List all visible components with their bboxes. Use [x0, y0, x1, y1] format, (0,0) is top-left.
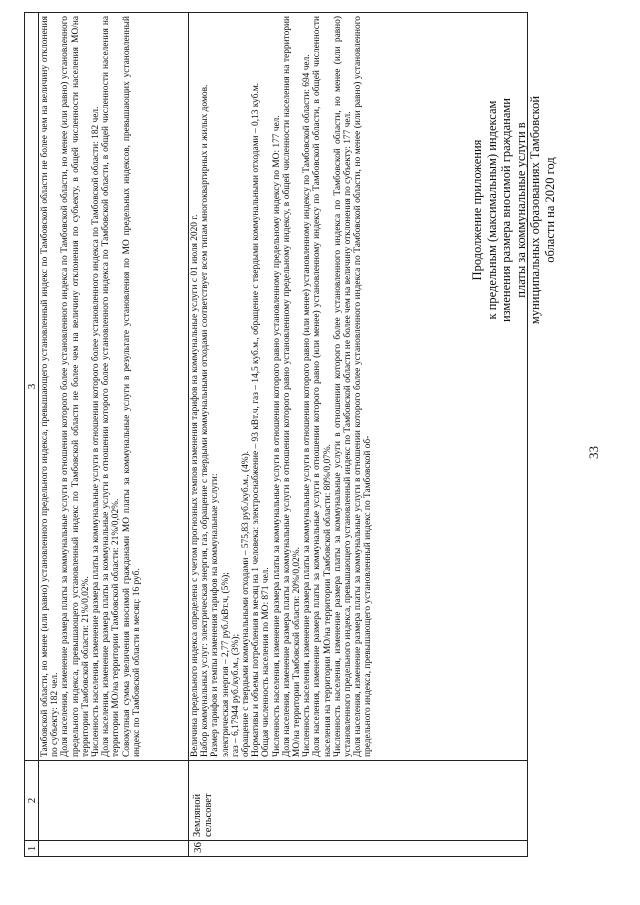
text-line: электрическая энергия – 2,77 руб./кВт.ч, (5%); [220, 572, 231, 757]
table-row-continued [39, 13, 189, 857]
heading-line: области на 2020 год [542, 157, 557, 263]
text-line: Тамбовской области, но менее (или равно) установленного предельного индекса, превышающего установленный индекс по Тамбовской области не более чем на величину отклонения по субъекту: 182 чел. [40, 16, 61, 757]
heading-line: изменения размера вносимой гражданами [499, 98, 513, 323]
text-line: обращение с твердыми коммунальными отходами – 575,83 руб./куб.м., (4%). [241, 450, 252, 757]
header-cell-2: 2 [25, 761, 39, 841]
text-line: Нормативы и объемы потребления в месяц на 1 человека: электроснабжение – 93 кВт.ч, газ – 14,5 куб.м., обращение с твердыми коммунальными отходами – 0,13 куб.м. [251, 82, 262, 757]
text-line: Размер тарифов и темпы изменения тарифов на коммунальные услуги: [210, 473, 221, 757]
table-row-36 [189, 13, 528, 857]
text-line: Численность населения, изменение размера платы за коммунальные услуги в отношении которого более установленного индекса по Тамбовской области, но менее (или равно) установленного предельного индекса, превышающего установленный индекс по Тамбовской области не более чем на величину отклонения по субъекту: 177 чел. [332, 16, 354, 757]
heading-line: Продолжение приложения [470, 139, 484, 281]
text-line: Доля населения, изменение размера платы за коммунальные услуги в отношении которого более установленного индекса по Тамбовской области, но менее (или равно) установленного предельного индекса, превышающего установленный индекс по Тамбовской об- [353, 16, 374, 757]
text-line: Численность населения, изменение размера платы за коммунальные услуги в отношении которого равно (или менее) установленному индексу по Тамбовской области: 694 чел. [302, 54, 313, 757]
continued-text-cell [39, 13, 189, 761]
text-line: Доля населения, изменение размера платы за коммунальные услуги в отношении которого равно (или менее) установленному индексу по Тамбовской области, в общей численности населения на территории МО/на территории Тамбовской области: 80%/0,07%. [312, 16, 333, 757]
text-line: Доля населения, изменение размера платы за коммунальные услуги в отношении которого более установленного индекса по Тамбовской области, в общей численности населения на территории МО/на территории Тамбовской области: 21%/0,02%. [101, 16, 122, 757]
table-header-row [25, 13, 39, 857]
row-text-cell [189, 13, 528, 761]
continued-name-cell [39, 761, 189, 841]
row-number: 36 [189, 841, 528, 857]
text-line: Численность населения, изменение размера платы за коммунальные услуги в отношении которого равно установленному предельному индексу по МО: 177 чел. [271, 115, 282, 757]
header-cell-1: 1 [25, 841, 39, 857]
text-line: Набор коммунальных услуг: электрическая энергия, газ, обращение с твердыми коммунальными отходами соответствует всем типам многоквартирных и жилых домов. [200, 84, 211, 757]
text-line: газ – 6,17944 руб./куб.м., (3%); [230, 633, 241, 757]
text-line: Доля населения, изменение размера платы за коммунальные услуги в отношении которого более установленного индекса по Тамбовской области, но менее (или равно) установленного предельного индекса, превышающего установленный индекс по Тамбовской области не более чем на величину отклонения по субъекту, в общей численности населения МО/на территории Тамбовской области: 21%/0,02%. [60, 16, 91, 757]
heading-line: муниципальных образованиях Тамбовской [528, 95, 542, 325]
heading-line: к предельным (максимальным) индексам [484, 100, 499, 320]
header-cell-3: 3 [25, 13, 39, 761]
municipality-name: Земляной сельсовет [189, 761, 528, 841]
indices-table [24, 12, 528, 857]
text-line: Общая численность населения по МО: 871 чел. [261, 567, 272, 757]
page-number: 33 [586, 446, 601, 459]
text-line: Численность населения, изменение размера платы за коммунальные услуги в отношении которого более установленного индекса по Тамбовской области: 182 чел. [91, 106, 102, 757]
continued-num-cell [39, 841, 189, 857]
text-line: Совокупная сумма увеличения вносимой гражданами МО платы за коммунальные услуги в результате установления по МО предельных индексов, превышающих установленный индекс по Тамбовской области в месяц: 16 руб. [121, 16, 142, 757]
text-line: Доля населения, изменение размера платы за коммунальные услуги в отношении которого равно установленному предельному индексу, в общей численности населения на территории МО/на территории Тамбовской области: 20%/0,02%. [281, 16, 303, 757]
text-line: Величина предельного индекса определена с учетом прогнозных темпов изменения тарифов на коммунальные услуги с 01 июля 2020 г. [190, 214, 200, 757]
heading-line: платы за коммунальные услуги в [513, 122, 528, 298]
